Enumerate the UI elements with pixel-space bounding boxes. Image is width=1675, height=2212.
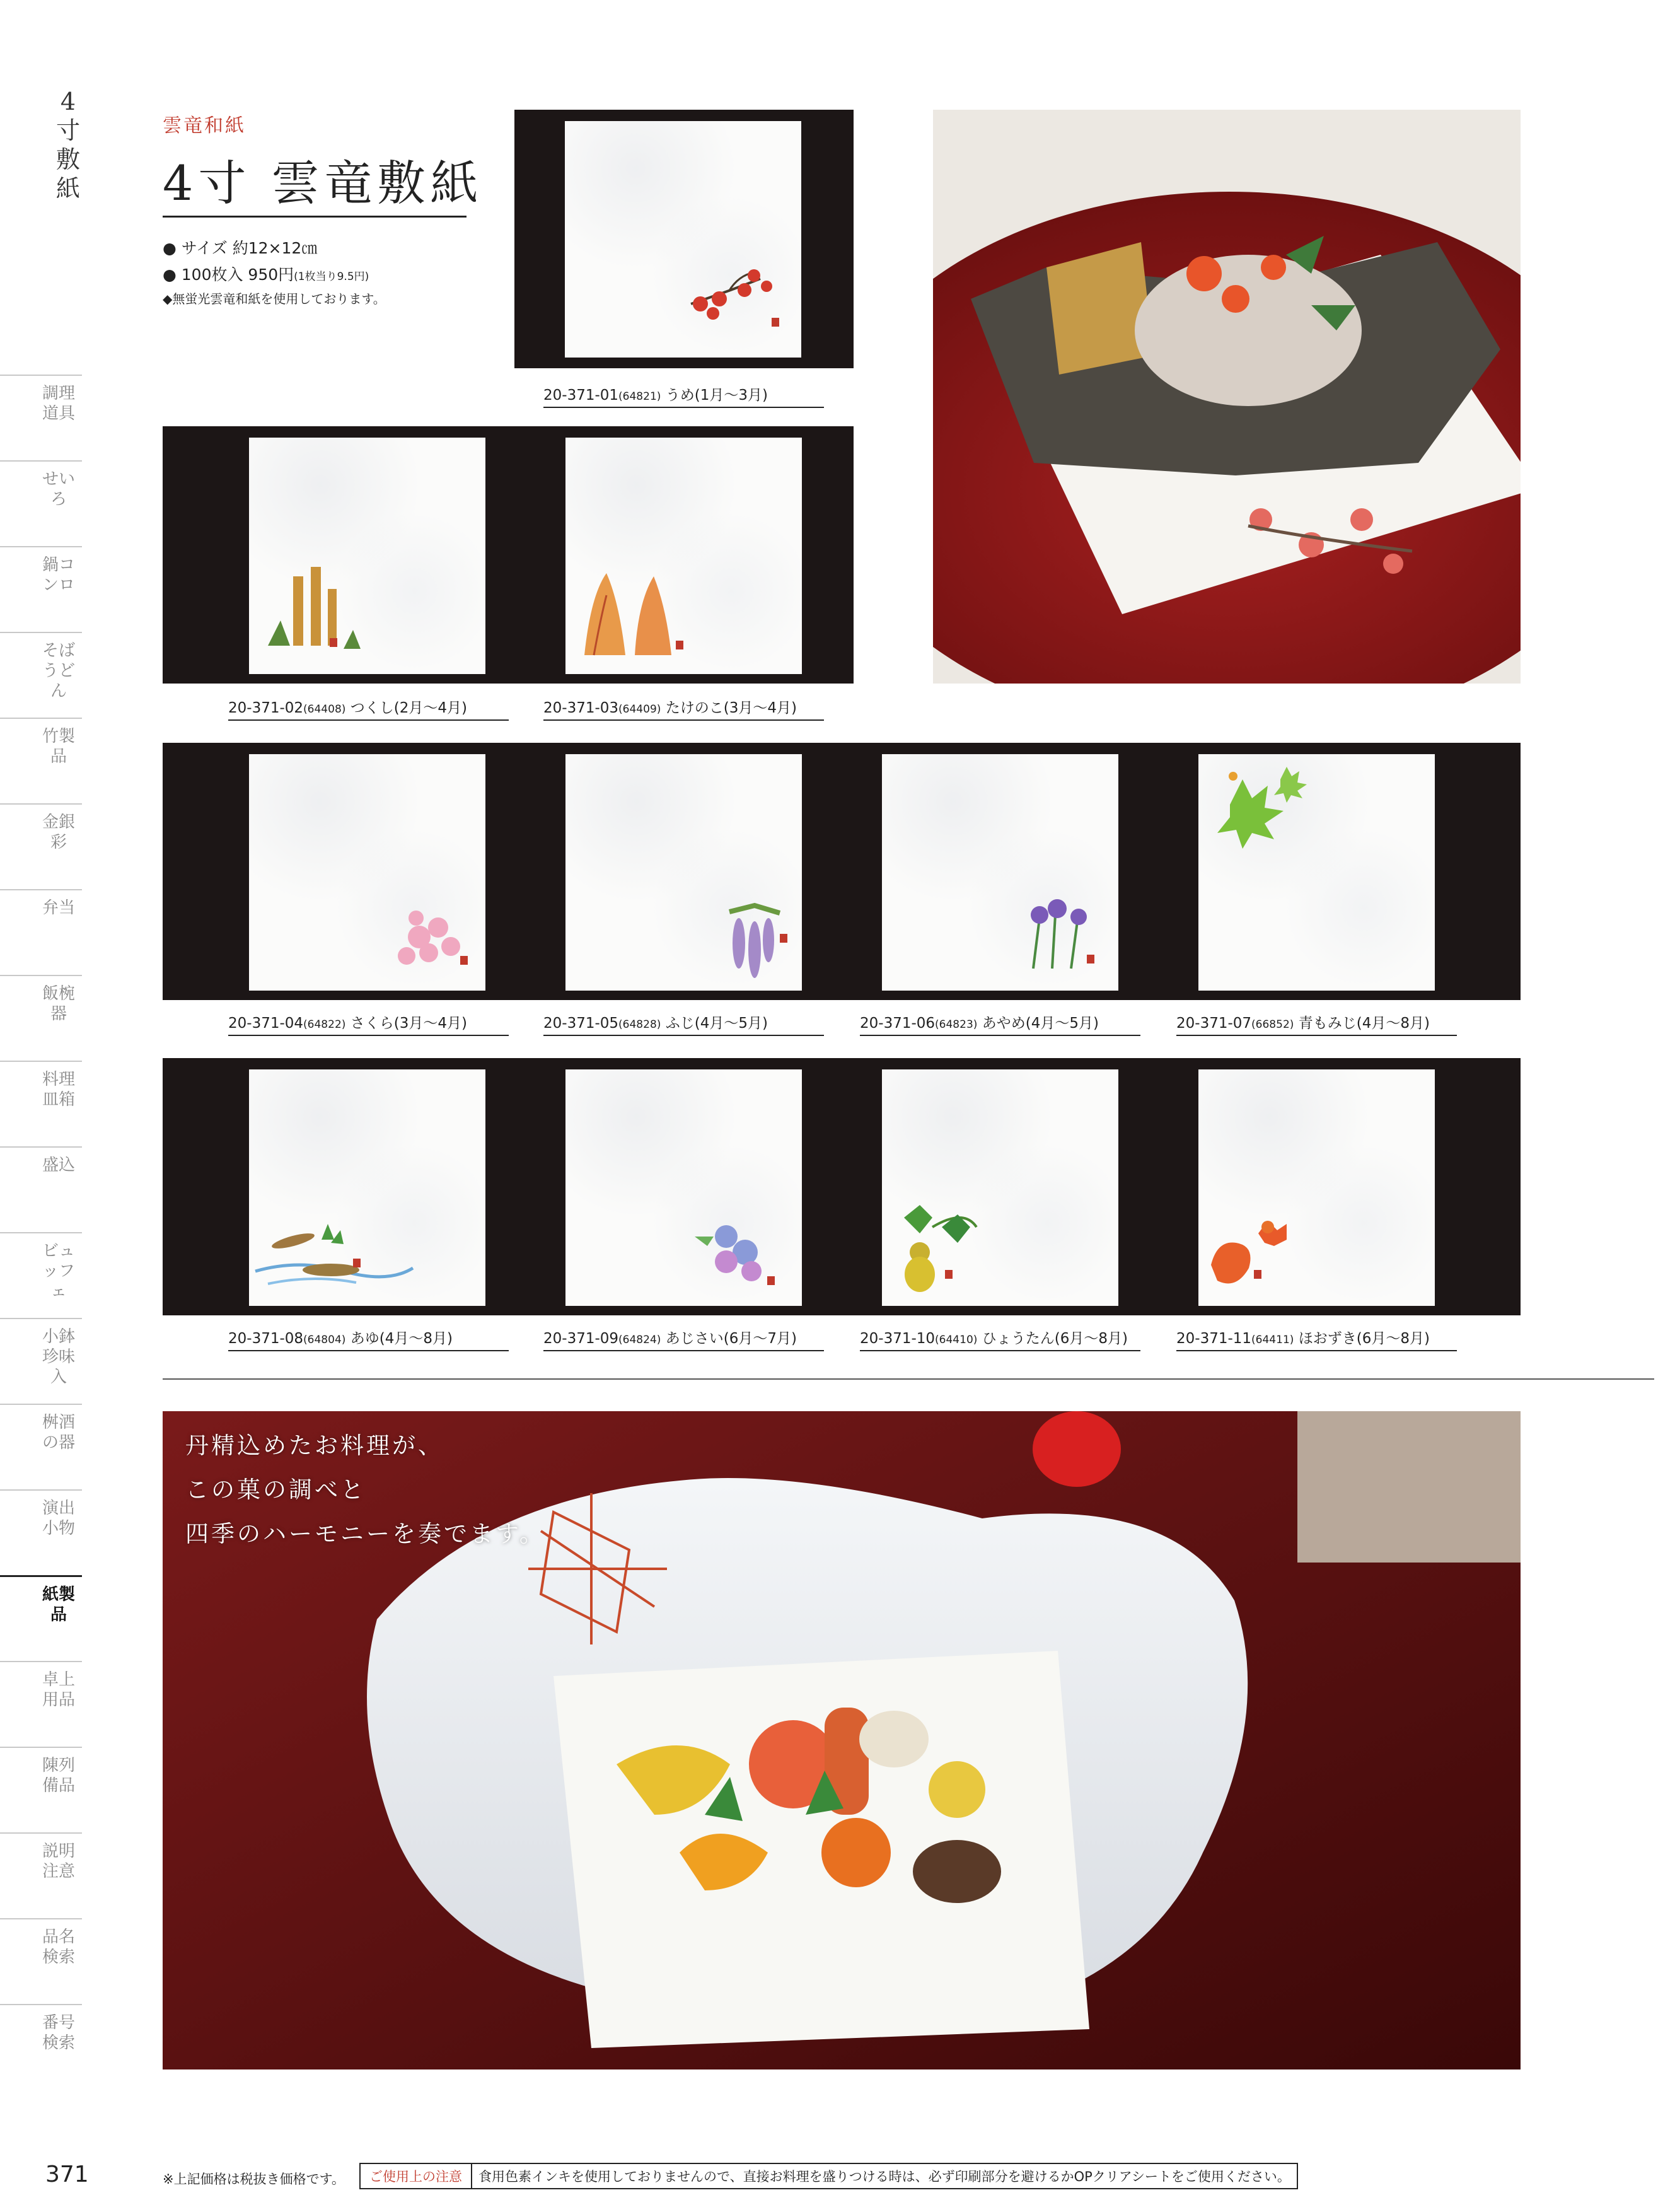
product-panel-row1 [514,110,854,368]
product-caption [228,1011,509,1036]
sidebar-item-label: 紙製品 [42,1585,75,1624]
plum-icon [565,121,801,358]
product-caption [543,383,824,408]
product-code: 20-371-11 [1176,1330,1252,1347]
product-swatch-aomomiji[interactable] [1198,754,1435,991]
product-caption [543,1011,824,1036]
product-name: あゆ(4月～8月) [350,1330,453,1347]
product-caption [228,696,509,721]
product-code: 20-371-09 [543,1330,619,1347]
caution-label: ご使用上の注意 [361,2164,472,2188]
sidebar-item-cooking-tools[interactable] [0,375,82,462]
product-swatch-sakura[interactable] [249,754,485,991]
sidebar-item-bento[interactable] [0,889,82,976]
product-subcode: (66852) [1251,1018,1294,1031]
product-code: 20-371-06 [860,1015,936,1032]
sidebar-item-tabletop[interactable] [0,1661,82,1748]
product-panel-row3 [163,743,1521,1000]
product-caption [860,1011,1140,1036]
product-swatch-ayu[interactable] [249,1069,485,1306]
sidebar-item-small-bowl[interactable] [0,1318,82,1405]
sidebar-item-bamboo[interactable] [0,718,82,805]
product-subcode: (64408) [303,703,346,716]
product-code: 20-371-03 [543,700,619,716]
catchcopy-line: 四季のハーモニーを奏でます。 [185,1520,546,1547]
product-caption [1176,1327,1457,1351]
sidebar-item-label: 桝酒の器 [42,1413,75,1452]
product-name: うめ(1月～3月) [665,387,768,404]
title-divider [163,216,467,218]
catchcopy-line: この菓の調べと [185,1476,366,1503]
section-heading-char: 敷 [55,146,80,173]
product-name: ふじ(4月～5月) [665,1015,768,1032]
sidebar-item-label: 番号検索 [42,2013,75,2052]
spec-price [163,262,369,285]
section-heading-char: 紙 [55,175,80,202]
sidebar-item-accessories[interactable] [0,1489,82,1576]
caution-text: 食用色素インキを使用しておりませんので、直接お料理を盛りつける時は、必ず印刷部分を避けるかOPクリアシートをご使用ください。 [478,2169,1290,2184]
category-label: 雲竜和紙 [163,115,246,137]
product-caption [543,696,824,721]
sidebar-item-label: 説明注意 [42,1842,75,1881]
product-subcode: (64411) [1251,1334,1294,1346]
product-name: あやめ(4月～5月) [982,1015,1099,1032]
sidebar-item-label: 小鉢珍味入 [42,1327,75,1387]
sidebar-item-label: 飯椀器 [42,984,75,1023]
sidebar-item-label: 竹製品 [42,727,75,766]
sidebar-item-label: 金銀彩 [42,813,75,852]
sidebar-item-gold-silver[interactable] [0,803,82,890]
product-code: 20-371-04 [228,1015,304,1032]
product-subcode: (64823) [935,1018,978,1031]
section-heading [55,87,81,203]
section-heading-char: 4 [60,88,76,115]
spec-size: ● サイズ 約12×12㎝ [163,239,318,257]
catchcopy-line: 丹精込めたお料理が、 [185,1432,444,1459]
wisteria-icon [565,754,802,991]
sidebar-item-platter[interactable] [0,1146,82,1233]
product-code: 20-371-07 [1176,1015,1252,1032]
sidebar-item-label: せいろ [42,470,75,509]
product-swatch-takenoko[interactable] [565,438,802,674]
food-photo-image [163,1411,1521,2069]
sidebar-item-rice-bowl[interactable] [0,975,82,1062]
product-subcode: (64821) [618,390,661,403]
product-panel-row4 [163,1058,1521,1315]
sidebar-item-label: 調理道具 [42,384,75,423]
hydrangea-icon [565,1069,802,1306]
product-code: 20-371-01 [543,387,619,404]
product-swatch-hoozuki[interactable] [1198,1069,1435,1306]
sidebar-item-buffet[interactable] [0,1232,82,1319]
sidebar-item-noodles[interactable] [0,632,82,719]
product-name: ほおずき(6月～8月) [1298,1330,1430,1347]
product-swatch-tsukushi[interactable] [249,438,485,674]
product-subcode: (64409) [618,703,661,716]
sidebar-item-label: 演出小物 [42,1499,75,1538]
sidebar-item-seiro[interactable] [0,460,82,547]
sidebar-item-paper-products[interactable] [0,1575,82,1663]
product-panel-row2 [163,426,854,684]
product-caption [1176,1011,1457,1036]
product-subcode: (64828) [618,1018,661,1031]
product-caption [228,1327,509,1351]
usage-caution [359,2163,1298,2189]
sidebar-item-label: 陳列備品 [42,1756,75,1795]
product-name: たけのこ(3月～4月) [665,700,797,716]
sidebar-item-notes[interactable] [0,1832,82,1919]
product-code: 20-371-05 [543,1015,619,1032]
section-heading-char: 寸 [55,117,80,144]
product-caption [860,1327,1140,1351]
section-divider [163,1378,1654,1380]
product-swatch-hyoutan[interactable] [882,1069,1118,1306]
product-name: さくら(3月～4月) [350,1015,467,1032]
sidebar-item-plate-box[interactable] [0,1061,82,1148]
product-swatch-ayame[interactable] [882,754,1118,991]
sidebar-item-name-search[interactable] [0,1918,82,2005]
sidebar-item-label: そばうどん [42,641,75,701]
horsetail-icon [249,438,485,674]
sidebar-item-label: 盛込 [42,1156,75,1175]
sidebar-item-number-search[interactable] [0,2004,82,2091]
spec-note: ◆無蛍光雲竜和紙を使用しております。 [163,291,386,306]
sweetfish-icon [249,1069,485,1306]
spec-price-text: ● 100枚入 950円 [163,265,294,284]
page-number: 371 [45,2162,89,2187]
product-subcode: (64410) [935,1334,978,1346]
product-name: 青もみじ(4月～8月) [1298,1015,1430,1032]
sidebar-item-label: ビュッフェ [42,1242,75,1301]
maple-leaf-icon [1198,754,1435,991]
spec-unit-price: (1枚当り9.5円) [294,271,369,283]
product-caption [543,1327,824,1351]
food-photo-image [933,110,1521,684]
sidebar-item-label: 卓上用品 [42,1670,75,1709]
product-swatch-ume[interactable] [565,121,801,358]
lantern-plant-icon [1198,1069,1435,1306]
cherry-blossom-icon [249,754,485,991]
sidebar-item-display[interactable] [0,1747,82,1834]
product-subcode: (64822) [303,1018,346,1031]
tax-note: ※上記価格は税抜き価格です。 [163,2172,345,2187]
product-code: 20-371-08 [228,1330,304,1347]
sidebar-item-pot-stove[interactable] [0,546,82,633]
bamboo-shoot-icon [565,438,802,674]
sidebar-item-sake[interactable] [0,1404,82,1491]
sidebar-item-label: 料理皿箱 [42,1070,75,1109]
product-subcode: (64804) [303,1334,346,1346]
iris-icon [882,754,1118,991]
page-title: 4寸 雲竜敷紙 [163,155,484,211]
product-swatch-fuji[interactable] [565,754,802,991]
product-name: ひょうたん(6月～8月) [982,1330,1128,1347]
serving-photo-ginkgo [163,1411,1521,2069]
sidebar-item-label: 弁当 [42,899,75,917]
product-swatch-ajisai[interactable] [565,1069,802,1306]
sidebar-item-label: 鍋コンロ [42,556,75,595]
sidebar-item-label: 品名検索 [42,1928,75,1967]
gourd-icon [882,1069,1118,1306]
product-code: 20-371-10 [860,1330,936,1347]
serving-photo-plum [933,110,1521,684]
product-name: つくし(2月～4月) [350,700,467,716]
product-subcode: (64824) [618,1334,661,1346]
product-code: 20-371-02 [228,700,304,716]
product-name: あじさい(6月～7月) [665,1330,797,1347]
